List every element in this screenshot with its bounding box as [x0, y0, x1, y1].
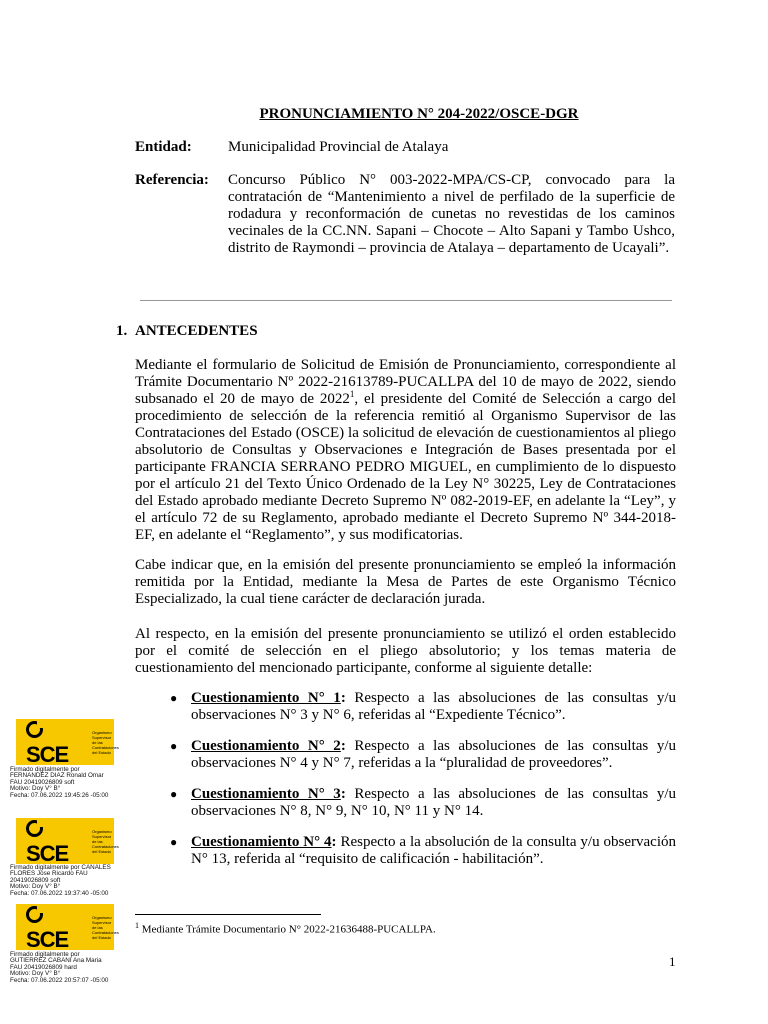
osce-logo — [16, 818, 119, 866]
cuestionamiento-label: Cuestionamiento N° 4 — [191, 834, 332, 850]
footnote-ref[interactable]: 1 — [349, 389, 355, 399]
footnote-text: Mediante Trámite Documentario N° 2022-21636488-PUCALLPA. — [139, 923, 436, 936]
osce-logo-subtitle: Organismo Supervisor de las Contrataciones del Estado — [92, 729, 119, 755]
bullet-icon: ● — [170, 739, 178, 753]
cuestionamiento-text: Respecto a las absoluciones de las consultas y/u observaciones N° 4 y N° 7, referidas a la “pluralidad de proveedores”. — [191, 738, 676, 771]
list-item: ● Cuestionamiento N° 4: Respecto a la absolución de la consulta y/u observación N° 13, referida al “requisito de calificación - habilitación”. — [170, 834, 676, 867]
osce-o-icon — [26, 721, 43, 738]
section-title: ANTECEDENTES — [135, 323, 258, 339]
paragraph-1-part-1: Mediante el formulario de Solicitud de Emisión de Pronunciamiento, correspondiente al Trámite Documentario Nº 2022-21613789-PUCALLPA del 10 de mayo de 2022, siendo subsanado el 20 de mayo de 2022 — [135, 357, 676, 407]
digital-signature-3: Firmado digitalmente por GUTIERREZ CABANI Ana Maria FAU 20419026809 hard Motivo: Doy V° B° Fecha: 07.06.2022 20:57:07 -05:00 — [10, 951, 109, 984]
page-number: 1 — [669, 954, 676, 969]
cuestionamiento-label: Cuestionamiento N° 3 — [191, 786, 341, 802]
osce-logo-mark: SCE — [26, 815, 86, 867]
cuestionamiento-list — [170, 690, 676, 882]
osce-logo — [16, 904, 119, 952]
paragraph-3: Al respecto, en la emisión del presente pronunciamiento se utilizó el orden establecido por el comité de selección en el pliego absolutorio; y los temas materia de cuestionamiento del mencionado participante, conforme al siguiente detalle: — [135, 626, 676, 676]
osce-logo-subtitle: Organismo Supervisor de las Contrataciones del Estado — [92, 828, 119, 854]
footnote — [135, 921, 436, 936]
digital-signature-1: Firmado digitalmente por FERNANDEZ DIAZ Ronald Omar FAU 20419026809 soft Motivo: Doy V° B° Fecha: 07.06.2022 19:45:26 -05:00 — [10, 766, 109, 799]
list-item: ● Cuestionamiento N° 2: Respecto a las absoluciones de las consultas y/u observaciones N° 4 y N° 7, referidas a la “pluralidad de proveedores”. — [170, 738, 676, 771]
osce-logo-subtitle: Organismo Supervisor de las Contrataciones del Estado — [92, 914, 119, 940]
document-title: PRONUNCIAMIENTO N° 204-2022/OSCE-DGR — [259, 106, 579, 122]
bullet-icon: ● — [170, 787, 178, 801]
cuestionamiento-text: Respecto a las absoluciones de las consultas y/u observaciones N° 8, N° 9, N° 10, N° 11 y N° 14. — [191, 786, 676, 819]
cuestionamiento-text: Respecto a la absolución de la consulta y/u observación N° 13, referida al “requisito de calificación - habilitación”. — [191, 834, 676, 867]
section-divider — [140, 300, 672, 301]
footnote-number: 1 — [135, 921, 139, 930]
referencia-label: Referencia: — [135, 172, 209, 188]
list-item: ● Cuestionamiento N° 3: Respecto a las absoluciones de las consultas y/u observaciones N° 8, N° 9, N° 10, N° 11 y N° 14. — [170, 786, 676, 819]
footnote-divider — [135, 914, 321, 915]
paragraph-2: Cabe indicar que, en la emisión del presente pronunciamiento se empleó la información remitida por la Entidad, mediante la Mesa de Partes de este Organismo Técnico Especializado, la cual tiene carácter de declaración jurada. — [135, 557, 676, 607]
section-number: 1. — [116, 323, 128, 339]
section-heading — [116, 323, 258, 340]
osce-o-icon — [26, 820, 43, 837]
entidad-label: Entidad: — [135, 139, 192, 155]
osce-logo-mark: SCE — [26, 901, 86, 953]
cuestionamiento-label: Cuestionamiento N° 1 — [191, 690, 341, 706]
bullet-icon: ● — [170, 835, 178, 849]
osce-logo-mark: SCE — [26, 716, 86, 768]
digital-signature-2: Firmado digitalmente por CANALES FLORES Jose Ricardo FAU 20419026809 soft Motivo: Doy V° B° Fecha: 07.06.2022 19:37:40 -05:00 — [10, 864, 111, 897]
list-item: ● Cuestionamiento N° 1: Respecto a las absoluciones de las consultas y/u observaciones N° 3 y N° 6, referidas al “Expediente Técnico”. — [170, 690, 676, 723]
referencia-value: Concurso Público N° 003-2022-MPA/CS-CP, convocado para la contratación de “Mantenimiento a nivel de perfilado de la superficie de rodadura y reconformación de cunetas no revestidas de los caminos vecinales de la CC.NN. Sapani – Chocote – Alto Sapani y Tambo Ushco, distrito de Raymondi – provincia de Atalaya – departamento de Ucayali”. — [228, 172, 675, 256]
osce-logo — [16, 719, 119, 767]
cuestionamiento-label: Cuestionamiento N° 2 — [191, 738, 341, 754]
osce-o-icon — [26, 906, 43, 923]
paragraph-1 — [135, 357, 676, 544]
cuestionamiento-text: Respecto a las absoluciones de las consultas y/u observaciones N° 3 y N° 6, referidas al “Expediente Técnico”. — [191, 690, 676, 723]
paragraph-1-part-2: , el presidente del Comité de Selección a cargo del procedimiento de selección de la referencia remitió al Organismo Supervisor de las Contrataciones del Estado (OSCE) la solicitud de elevación de cuestionamientos al pliego absolutorio de Consultas y Observaciones e Integración de Bases presentada por el participante FRANCIA SERRANO PEDRO MIGUEL, en cumplimiento de lo dispuesto por el artículo 21 del Texto Único Ordenado de la Ley N° 30225, Ley de Contrataciones del Estado aprobado mediante Decreto Supremo Nº 082-2019-EF, en adelante la “Ley”, y el artículo 72 de su Reglamento, aprobado mediante el Decreto Supremo Nº 344-2018-EF, en adelante el “Reglamento”, y sus modificatorias. — [135, 391, 676, 543]
bullet-icon: ● — [170, 691, 178, 705]
entidad-value: Municipalidad Provincial de Atalaya — [228, 139, 449, 155]
